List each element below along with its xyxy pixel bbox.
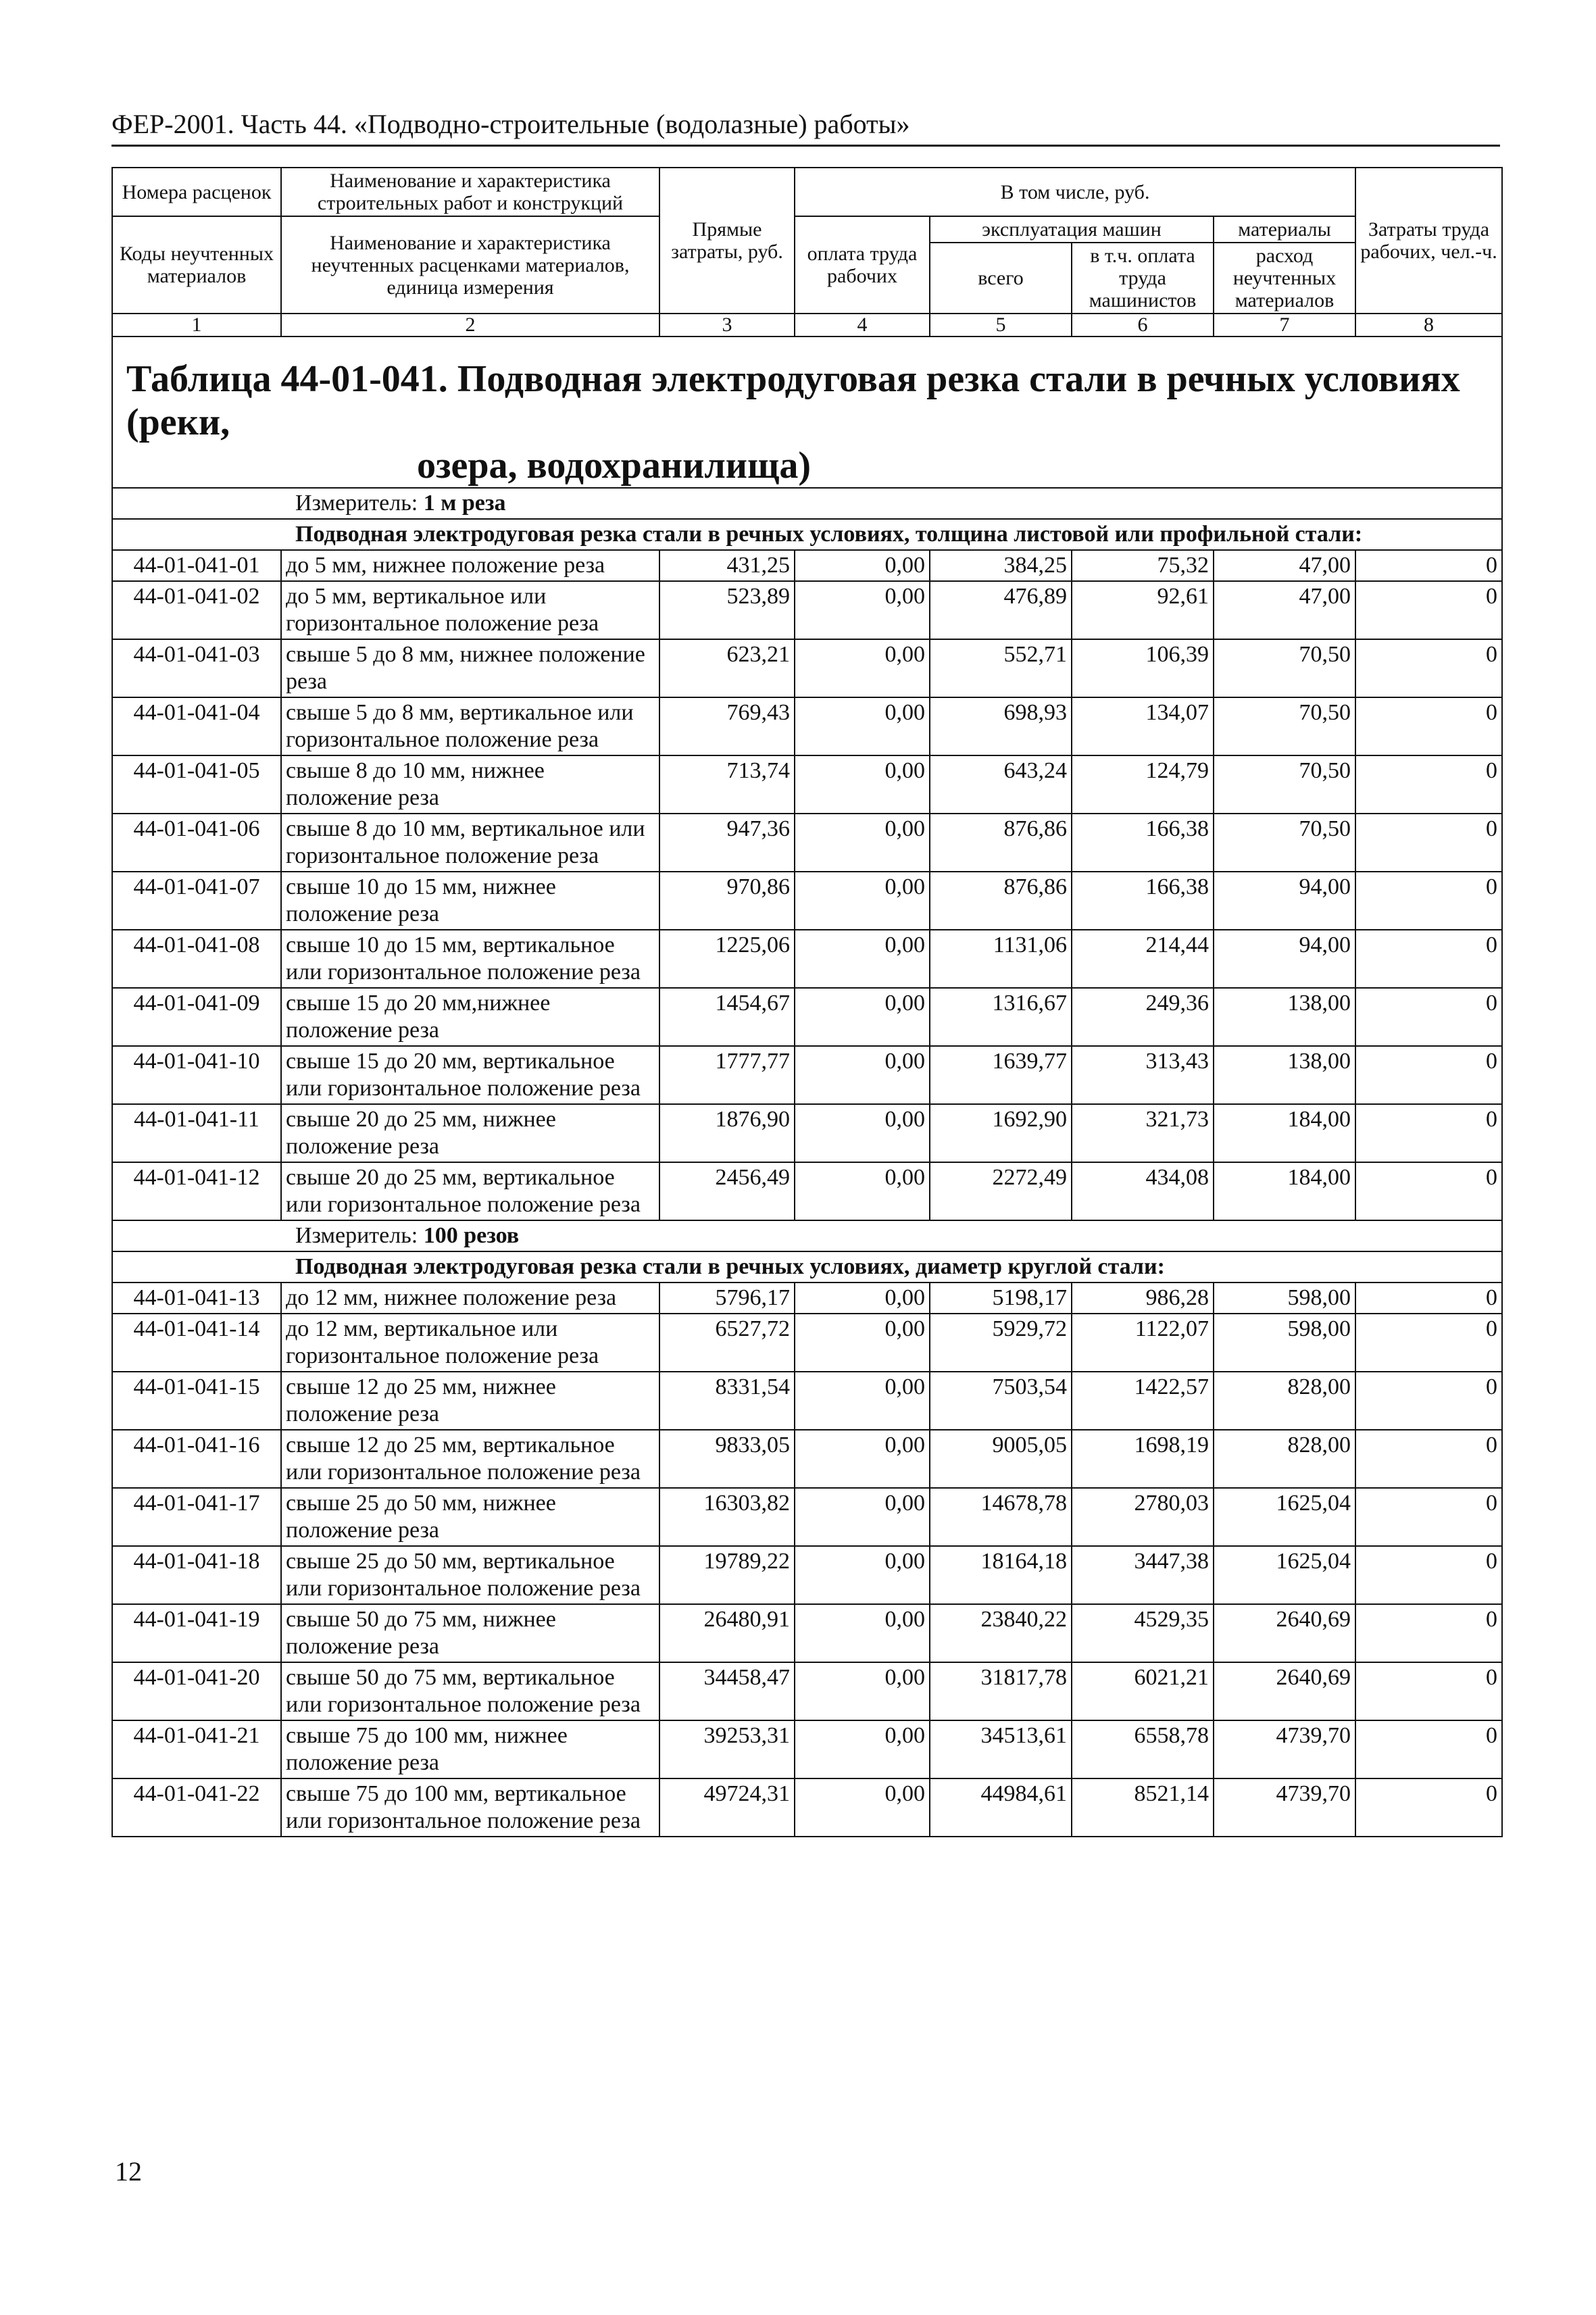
rate-code: 44-01-041-01 (112, 550, 281, 581)
machines-total-value: 476,89 (930, 581, 1072, 639)
work-description: до 12 мм, вертикальное или горизонтальное положение реза (281, 1314, 659, 1372)
labor-hours-value: 0 (1355, 1046, 1502, 1104)
labor-hours-value: 0 (1355, 1430, 1502, 1488)
direct-costs-value: 26480,91 (659, 1604, 795, 1662)
rate-code: 44-01-041-05 (112, 755, 281, 814)
measure-row-2 (112, 1220, 1502, 1251)
worker-pay-value: 0,00 (795, 1372, 930, 1430)
header-material-codes: Коды неучтенных материалов (112, 216, 281, 314)
machines-total-value: 876,86 (930, 872, 1072, 930)
work-description: свыше 20 до 25 мм, нижнее положение реза (281, 1104, 659, 1162)
table-row (112, 988, 1502, 1046)
materials-value: 70,50 (1214, 639, 1355, 697)
machines-total-value: 7503,54 (930, 1372, 1072, 1430)
rate-code: 44-01-041-12 (112, 1162, 281, 1220)
materials-value: 47,00 (1214, 581, 1355, 639)
measure-value: 1 м реза (423, 491, 506, 516)
labor-hours-value: 0 (1355, 1104, 1502, 1162)
measure-label: Измеритель: (295, 1223, 418, 1248)
column-number: 5 (930, 314, 1072, 337)
table-row (112, 872, 1502, 930)
table-title (113, 337, 1501, 487)
header-work-name: Наименование и характеристика строительных работ и конструкций (281, 168, 659, 216)
table-title-line-1: Таблица 44-01-041. Подводная электродуговая резка стали в речных условиях (реки, (126, 358, 1460, 443)
table-header (112, 168, 1502, 337)
table-row (112, 1604, 1502, 1662)
machines-total-value: 23840,22 (930, 1604, 1072, 1662)
worker-pay-value: 0,00 (795, 1546, 930, 1604)
work-description: свыше 15 до 20 мм, вертикальное или горизонтальное положение реза (281, 1046, 659, 1104)
direct-costs-value: 713,74 (659, 755, 795, 814)
table-row (112, 1720, 1502, 1778)
rate-code: 44-01-041-19 (112, 1604, 281, 1662)
work-description: свыше 25 до 50 мм, нижнее положение реза (281, 1488, 659, 1546)
table-row (112, 1046, 1502, 1104)
measure-row-1 (112, 488, 1502, 519)
work-description: свыше 75 до 100 мм, вертикальное или горизонтальное положение реза (281, 1778, 659, 1837)
machines-total-value: 9005,05 (930, 1430, 1072, 1488)
column-number: 7 (1214, 314, 1355, 337)
measure-label: Измеритель: (295, 491, 418, 516)
direct-costs-value: 6527,72 (659, 1314, 795, 1372)
worker-pay-value: 0,00 (795, 550, 930, 581)
labor-hours-value: 0 (1355, 1662, 1502, 1720)
machines-total-value: 698,93 (930, 697, 1072, 755)
machinist-pay-value: 6558,78 (1072, 1720, 1214, 1778)
column-numbers-row (112, 314, 1502, 337)
machines-total-value: 5198,17 (930, 1283, 1072, 1314)
labor-hours-value: 0 (1355, 1283, 1502, 1314)
section-heading: Подводная электродуговая резка стали в речных условиях, диаметр круглой стали: (112, 1251, 1502, 1283)
machinist-pay-value: 75,32 (1072, 550, 1214, 581)
labor-hours-value: 0 (1355, 1314, 1502, 1372)
direct-costs-value: 19789,22 (659, 1546, 795, 1604)
direct-costs-value: 431,25 (659, 550, 795, 581)
work-description: до 12 мм, нижнее положение реза (281, 1283, 659, 1314)
machines-total-value: 34513,61 (930, 1720, 1072, 1778)
materials-value: 70,50 (1214, 814, 1355, 872)
direct-costs-value: 523,89 (659, 581, 795, 639)
work-description: свыше 8 до 10 мм, нижнее положение реза (281, 755, 659, 814)
materials-value: 4739,70 (1214, 1778, 1355, 1837)
labor-hours-value: 0 (1355, 814, 1502, 872)
table-body (112, 337, 1502, 1837)
machinist-pay-value: 1422,57 (1072, 1372, 1214, 1430)
rate-code: 44-01-041-03 (112, 639, 281, 697)
direct-costs-value: 1225,06 (659, 930, 795, 988)
labor-hours-value: 0 (1355, 930, 1502, 988)
rate-code: 44-01-041-11 (112, 1104, 281, 1162)
worker-pay-value: 0,00 (795, 1046, 930, 1104)
direct-costs-value: 49724,31 (659, 1778, 795, 1837)
table-row (112, 1546, 1502, 1604)
header-material-name: Наименование и характеристика неучтенных расценками материалов, единица измерения (281, 216, 659, 314)
machines-total-value: 1316,67 (930, 988, 1072, 1046)
header-including: В том числе, руб. (795, 168, 1355, 216)
rate-code: 44-01-041-17 (112, 1488, 281, 1546)
labor-hours-value: 0 (1355, 1162, 1502, 1220)
machines-total-value: 44984,61 (930, 1778, 1072, 1837)
section-heading: Подводная электродуговая резка стали в речных условиях, толщина листовой или профильной стали: (112, 519, 1502, 550)
labor-hours-value: 0 (1355, 1372, 1502, 1430)
labor-hours-value: 0 (1355, 988, 1502, 1046)
work-description: свыше 25 до 50 мм, вертикальное или горизонтальное положение реза (281, 1546, 659, 1604)
section-row-2 (112, 1251, 1502, 1283)
table-row (112, 1162, 1502, 1220)
direct-costs-value: 8331,54 (659, 1372, 795, 1430)
work-description: свыше 20 до 25 мм, вертикальное или горизонтальное положение реза (281, 1162, 659, 1220)
machinist-pay-value: 986,28 (1072, 1283, 1214, 1314)
rate-code: 44-01-041-15 (112, 1372, 281, 1430)
rate-code: 44-01-041-04 (112, 697, 281, 755)
work-description: свыше 12 до 25 мм, вертикальное или горизонтальное положение реза (281, 1430, 659, 1488)
worker-pay-value: 0,00 (795, 814, 930, 872)
labor-hours-value: 0 (1355, 550, 1502, 581)
table-row (112, 550, 1502, 581)
rate-code: 44-01-041-13 (112, 1283, 281, 1314)
work-description: свыше 5 до 8 мм, нижнее положение реза (281, 639, 659, 697)
work-description: свыше 75 до 100 мм, нижнее положение реза (281, 1720, 659, 1778)
materials-value: 598,00 (1214, 1314, 1355, 1372)
worker-pay-value: 0,00 (795, 1283, 930, 1314)
labor-hours-value: 0 (1355, 581, 1502, 639)
machines-total-value: 1131,06 (930, 930, 1072, 988)
worker-pay-value: 0,00 (795, 930, 930, 988)
table-row (112, 1314, 1502, 1372)
direct-costs-value: 1777,77 (659, 1046, 795, 1104)
work-description: свыше 15 до 20 мм,нижнее положение реза (281, 988, 659, 1046)
materials-value: 184,00 (1214, 1162, 1355, 1220)
machinist-pay-value: 8521,14 (1072, 1778, 1214, 1837)
header-rate-numbers: Номера расценок (112, 168, 281, 216)
machinist-pay-value: 1122,07 (1072, 1314, 1214, 1372)
page-number: 12 (115, 2156, 142, 2187)
labor-hours-value: 0 (1355, 1778, 1502, 1837)
materials-value: 94,00 (1214, 930, 1355, 988)
rate-code: 44-01-041-14 (112, 1314, 281, 1372)
materials-value: 4739,70 (1214, 1720, 1355, 1778)
machinist-pay-value: 3447,38 (1072, 1546, 1214, 1604)
machines-total-value: 1692,90 (930, 1104, 1072, 1162)
column-number: 2 (281, 314, 659, 337)
table-row (112, 930, 1502, 988)
column-number: 3 (659, 314, 795, 337)
machinist-pay-value: 124,79 (1072, 755, 1214, 814)
rate-code: 44-01-041-22 (112, 1778, 281, 1837)
machinist-pay-value: 1698,19 (1072, 1430, 1214, 1488)
machinist-pay-value: 321,73 (1072, 1104, 1214, 1162)
machinist-pay-value: 4529,35 (1072, 1604, 1214, 1662)
measure-value: 100 резов (423, 1223, 520, 1248)
worker-pay-value: 0,00 (795, 639, 930, 697)
worker-pay-value: 0,00 (795, 1162, 930, 1220)
machinist-pay-value: 6021,21 (1072, 1662, 1214, 1720)
header-labor-hours: Затраты труда рабочих, чел.-ч. (1355, 168, 1502, 314)
table-row (112, 755, 1502, 814)
rate-code: 44-01-041-09 (112, 988, 281, 1046)
materials-value: 70,50 (1214, 697, 1355, 755)
direct-costs-value: 34458,47 (659, 1662, 795, 1720)
machinist-pay-value: 214,44 (1072, 930, 1214, 988)
column-number: 8 (1355, 314, 1502, 337)
direct-costs-value: 1876,90 (659, 1104, 795, 1162)
labor-hours-value: 0 (1355, 697, 1502, 755)
materials-value: 138,00 (1214, 988, 1355, 1046)
header-machines: эксплуатация машин (930, 216, 1214, 243)
materials-value: 2640,69 (1214, 1604, 1355, 1662)
materials-value: 47,00 (1214, 550, 1355, 581)
materials-value: 94,00 (1214, 872, 1355, 930)
worker-pay-value: 0,00 (795, 1314, 930, 1372)
header-materials: материалы (1214, 216, 1355, 243)
worker-pay-value: 0,00 (795, 697, 930, 755)
header-material-usage: расход неучтенных материалов (1214, 243, 1355, 314)
machines-total-value: 2272,49 (930, 1162, 1072, 1220)
machinist-pay-value: 249,36 (1072, 988, 1214, 1046)
header-machines-total: всего (930, 243, 1072, 314)
materials-value: 184,00 (1214, 1104, 1355, 1162)
direct-costs-value: 947,36 (659, 814, 795, 872)
rate-code: 44-01-041-08 (112, 930, 281, 988)
page-header-title: ФЕР-2001. Часть 44. «Подводно-строительные (водолазные) работы» (111, 108, 1500, 147)
machines-total-value: 552,71 (930, 639, 1072, 697)
worker-pay-value: 0,00 (795, 1430, 930, 1488)
materials-value: 70,50 (1214, 755, 1355, 814)
machines-total-value: 14678,78 (930, 1488, 1072, 1546)
direct-costs-value: 9833,05 (659, 1430, 795, 1488)
materials-value: 598,00 (1214, 1283, 1355, 1314)
table-row (112, 639, 1502, 697)
labor-hours-value: 0 (1355, 639, 1502, 697)
table-title-line-2: озера, водохранилища) (417, 445, 811, 487)
rate-code: 44-01-041-16 (112, 1430, 281, 1488)
worker-pay-value: 0,00 (795, 581, 930, 639)
table-row (112, 581, 1502, 639)
machinist-pay-value: 166,38 (1072, 872, 1214, 930)
labor-hours-value: 0 (1355, 1604, 1502, 1662)
rate-code: 44-01-041-10 (112, 1046, 281, 1104)
machines-total-value: 384,25 (930, 550, 1072, 581)
direct-costs-value: 2456,49 (659, 1162, 795, 1220)
table-title-row (112, 337, 1502, 488)
table-row (112, 1283, 1502, 1314)
direct-costs-value: 970,86 (659, 872, 795, 930)
machinist-pay-value: 92,61 (1072, 581, 1214, 639)
rate-code: 44-01-041-18 (112, 1546, 281, 1604)
materials-value: 1625,04 (1214, 1488, 1355, 1546)
labor-hours-value: 0 (1355, 755, 1502, 814)
labor-hours-value: 0 (1355, 1488, 1502, 1546)
direct-costs-value: 16303,82 (659, 1488, 795, 1546)
worker-pay-value: 0,00 (795, 1604, 930, 1662)
machines-total-value: 1639,77 (930, 1046, 1072, 1104)
table-row (112, 814, 1502, 872)
header-worker-pay: оплата труда рабочих (795, 216, 930, 314)
direct-costs-value: 5796,17 (659, 1283, 795, 1314)
materials-value: 138,00 (1214, 1046, 1355, 1104)
header-direct-costs: Прямые затраты, руб. (659, 168, 795, 314)
worker-pay-value: 0,00 (795, 1488, 930, 1546)
materials-value: 828,00 (1214, 1372, 1355, 1430)
materials-value: 828,00 (1214, 1430, 1355, 1488)
labor-hours-value: 0 (1355, 1546, 1502, 1604)
direct-costs-value: 39253,31 (659, 1720, 795, 1778)
work-description: свыше 10 до 15 мм, нижнее положение реза (281, 872, 659, 930)
work-description: свыше 8 до 10 мм, вертикальное или горизонтальное положение реза (281, 814, 659, 872)
machinist-pay-value: 166,38 (1072, 814, 1214, 872)
machines-total-value: 5929,72 (930, 1314, 1072, 1372)
machinist-pay-value: 434,08 (1072, 1162, 1214, 1220)
machinist-pay-value: 106,39 (1072, 639, 1214, 697)
machines-total-value: 643,24 (930, 755, 1072, 814)
rate-code: 44-01-041-20 (112, 1662, 281, 1720)
table-row (112, 697, 1502, 755)
worker-pay-value: 0,00 (795, 1720, 930, 1778)
machines-total-value: 31817,78 (930, 1662, 1072, 1720)
direct-costs-value: 769,43 (659, 697, 795, 755)
machinist-pay-value: 134,07 (1072, 697, 1214, 755)
work-description: свыше 50 до 75 мм, вертикальное или горизонтальное положение реза (281, 1662, 659, 1720)
work-description: свыше 50 до 75 мм, нижнее положение реза (281, 1604, 659, 1662)
labor-hours-value: 0 (1355, 1720, 1502, 1778)
materials-value: 1625,04 (1214, 1546, 1355, 1604)
machinist-pay-value: 313,43 (1072, 1046, 1214, 1104)
column-number: 4 (795, 314, 930, 337)
work-description: до 5 мм, нижнее положение реза (281, 550, 659, 581)
section-row-1 (112, 519, 1502, 550)
table-row (112, 1488, 1502, 1546)
worker-pay-value: 0,00 (795, 755, 930, 814)
work-description: до 5 мм, вертикальное или горизонтальное положение реза (281, 581, 659, 639)
worker-pay-value: 0,00 (795, 1104, 930, 1162)
worker-pay-value: 0,00 (795, 1778, 930, 1837)
worker-pay-value: 0,00 (795, 872, 930, 930)
table-row (112, 1430, 1502, 1488)
work-description: свыше 5 до 8 мм, вертикальное или горизонтальное положение реза (281, 697, 659, 755)
work-description: свыше 12 до 25 мм, нижнее положение реза (281, 1372, 659, 1430)
table-row (112, 1372, 1502, 1430)
work-description: свыше 10 до 15 мм, вертикальное или горизонтальное положение реза (281, 930, 659, 988)
worker-pay-value: 0,00 (795, 1662, 930, 1720)
machines-total-value: 876,86 (930, 814, 1072, 872)
machines-total-value: 18164,18 (930, 1546, 1072, 1604)
direct-costs-value: 1454,67 (659, 988, 795, 1046)
rate-code: 44-01-041-06 (112, 814, 281, 872)
table-row (112, 1104, 1502, 1162)
rate-code: 44-01-041-07 (112, 872, 281, 930)
table-row (112, 1662, 1502, 1720)
worker-pay-value: 0,00 (795, 988, 930, 1046)
table-row (112, 1778, 1502, 1837)
rate-code: 44-01-041-02 (112, 581, 281, 639)
materials-value: 2640,69 (1214, 1662, 1355, 1720)
column-number: 1 (112, 314, 281, 337)
rates-table (111, 167, 1503, 1837)
rate-code: 44-01-041-21 (112, 1720, 281, 1778)
column-number: 6 (1072, 314, 1214, 337)
labor-hours-value: 0 (1355, 872, 1502, 930)
machinist-pay-value: 2780,03 (1072, 1488, 1214, 1546)
header-machinist-pay: в т.ч. оплата труда машинистов (1072, 243, 1214, 314)
direct-costs-value: 623,21 (659, 639, 795, 697)
